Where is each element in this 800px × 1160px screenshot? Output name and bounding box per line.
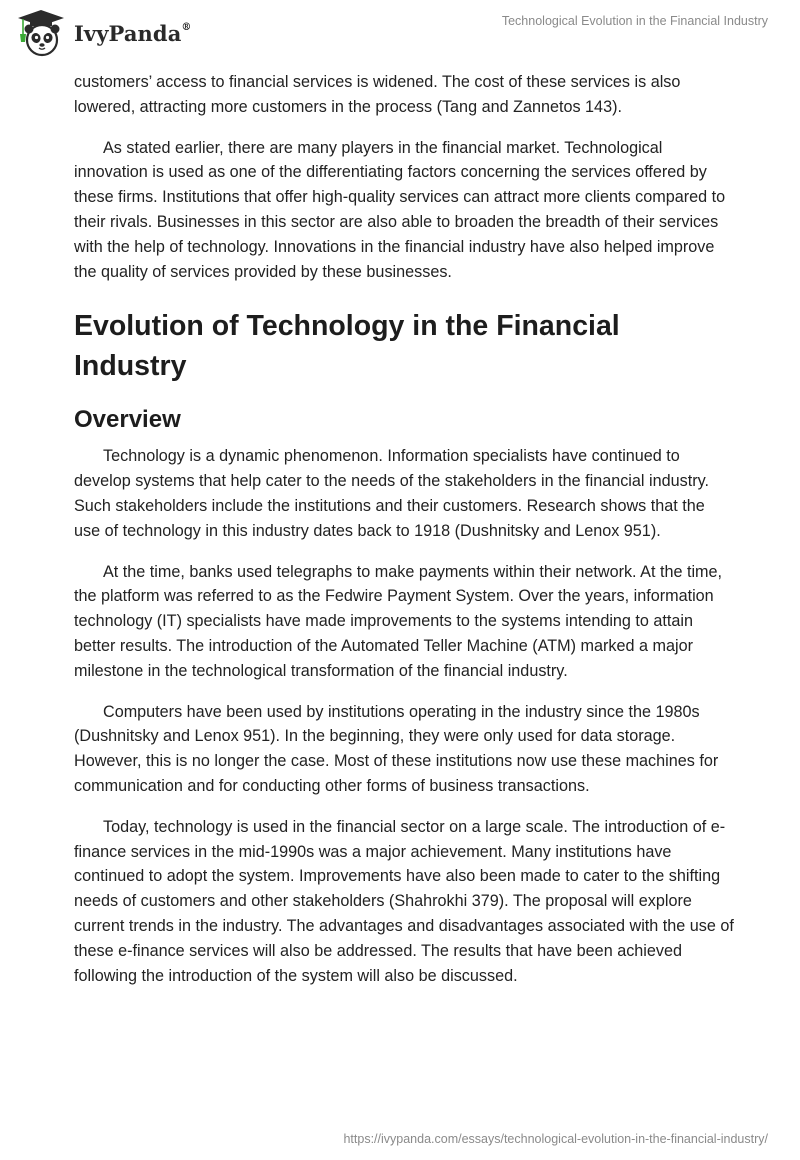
paragraph: customers’ access to financial services is widened. The cost of these services is also lowered, attracting more customers in the process (Tang and Zannetos 143). [74,73,681,116]
section-heading: Evolution of Technology in the Financial Industry [74,310,620,383]
paragraph: Technology is a dynamic phenomenon. Information specialists have continued to develop systems that help cater to the needs of the stakeholders in the financial industry. Such stakeholders include the institutions and their customers. Research shows that the use of technology in this industry dates back to 1918 (Dushnitsky and Lenox 951). [74,447,709,540]
paragraph: At the time, banks used telegraphs to make payments within their network. At the time, the platform was referred to as the Fedwire Payment System. Over the years, information technology (IT) specialists have made improvements to the systems intending to attain better results. The introduction of the Automated Teller Machine (ATM) marked a major milestone in the technological transformation of the financial industry. [74,562,723,680]
page-header [0,0,800,70]
essay-content [74,70,734,988]
paragraph: As stated earlier, there are many players in the financial market. Technological innovation is used as one of the differentiating factors concerning the services offered by these firms. Institutions that offer high-quality services can attract more clients compared to their rivals. Businesses in this sector are also able to broaden the breadth of their services with the help of technology. Innovations in the financial industry have also helped improve the quality of services provided by these businesses. [74,138,726,281]
ivypanda-logo[interactable] [14,8,192,58]
paragraph: Computers have been used by institutions operating in the industry since the 1980s (Dushnitsky and Lenox 951). In the beginning, they were only used for data storage. However, this is no longer the case. Most of these institutions now use these machines for communication and for conducting other forms of business transactions. [74,702,719,795]
panda-graduate-icon [14,8,68,58]
brand-name: IvyPanda® [74,20,192,46]
subsection-heading: Overview [74,406,181,434]
paragraph: Today, technology is used in the financial sector on a large scale. The introduction of e-finance services in the mid-1990s was a major achievement. Many institutions have continued to adopt the system. Improvements have also been made to cater to the shifting needs of customers and other stakeholders (Shahrokhi 379). The proposal will explore current trends in the industry. The advantages and disadvantages associated with the use of these e-finance services will also be addressed. The results that have been achieved following the introduction of the system will also be discussed. [74,817,734,985]
registered-mark: ® [181,21,192,33]
document-title: Technological Evolution in the Financial Industry [501,14,768,28]
source-url[interactable]: https://ivypanda.com/essays/technological-evolution-in-the-financial-industry/ [343,1132,768,1146]
